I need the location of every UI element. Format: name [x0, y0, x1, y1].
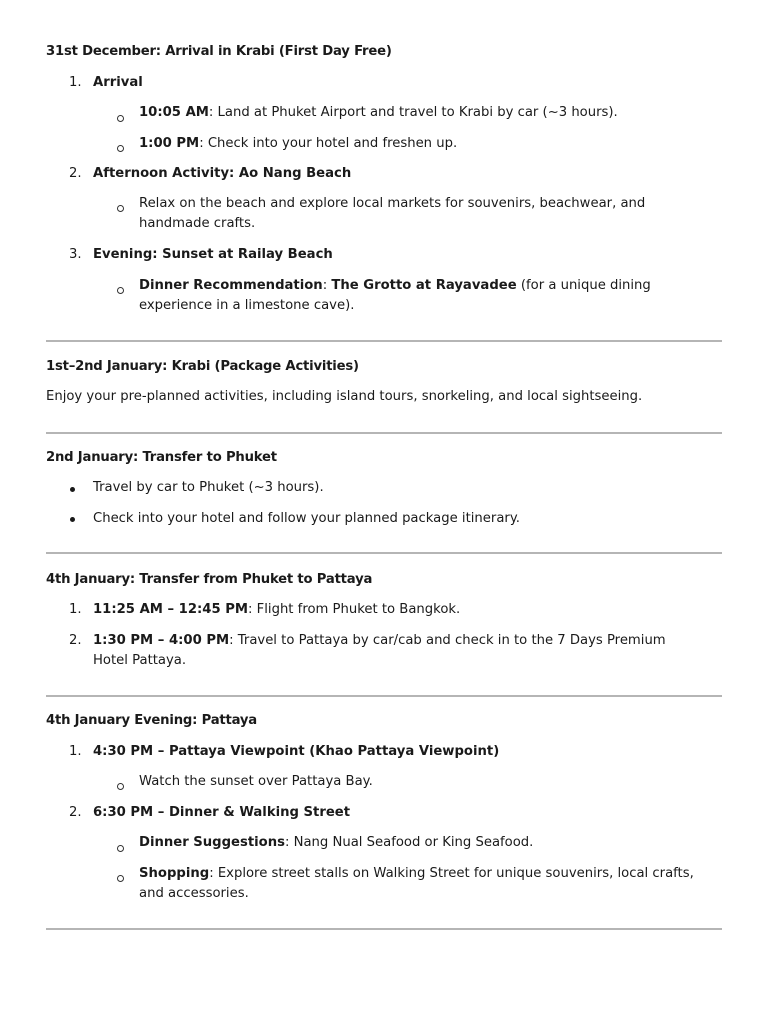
section-title-jan2: 2nd January: Transfer to Phuket — [46, 450, 277, 465]
item-title-afternoon: Afternoon Activity: Ao Nang Beach — [93, 166, 352, 181]
bullet-item-travel: Travel by car to Phuket (~3 hours). — [93, 480, 324, 495]
circle-bullet — [117, 875, 124, 882]
sub-item-shopping: Shopping: Explore street stalls on Walking Street for unique souvenirs, local crafts, and accessories. — [139, 866, 694, 901]
item-title-dinner-walking: 6:30 PM – Dinner & Walking Street — [93, 805, 351, 820]
circle-bullet — [117, 783, 124, 790]
item-title-viewpoint: 4:30 PM – Pattaya Viewpoint (Khao Pattaya Viewpoint) — [93, 744, 500, 759]
circle-bullet — [117, 287, 124, 294]
sub-item-dinner-recommendation: Dinner Recommendation: The Grotto at Rayavadee (for a unique dining experience in a limestone cave). — [139, 278, 651, 313]
section-title-jan4-evening: 4th January Evening: Pattaya — [46, 713, 257, 728]
list-number: 2. — [69, 633, 82, 648]
circle-bullet — [117, 115, 124, 122]
list-number: 2. — [69, 166, 82, 181]
sub-item-dinner-suggestions: Dinner Suggestions: Nang Nual Seafood or King Seafood. — [139, 835, 534, 850]
bullet-item-checkin: Check into your hotel and follow your planned package itinerary. — [93, 511, 520, 526]
divider — [46, 928, 722, 930]
sub-item-checkin: 1:00 PM: Check into your hotel and freshen up. — [139, 136, 458, 151]
divider — [46, 432, 722, 434]
divider — [46, 695, 722, 697]
list-number: 1. — [69, 602, 82, 617]
disc-bullet — [70, 487, 75, 492]
disc-bullet — [70, 517, 75, 522]
list-number: 2. — [69, 805, 82, 820]
divider — [46, 552, 722, 554]
item-title-arrival: Arrival — [93, 75, 143, 90]
sub-item-sunset: Watch the sunset over Pattaya Bay. — [139, 774, 373, 789]
item-title-evening: Evening: Sunset at Railay Beach — [93, 247, 333, 262]
list-number: 1. — [69, 744, 82, 759]
section-title-jan4-transfer: 4th January: Transfer from Phuket to Pattaya — [46, 572, 373, 587]
item-travel-pattaya: 1:30 PM – 4:00 PM: Travel to Pattaya by car/cab and check in to the 7 Days Premium Hotel Pattaya. — [93, 633, 666, 668]
circle-bullet — [117, 845, 124, 852]
circle-bullet — [117, 205, 124, 212]
circle-bullet — [117, 145, 124, 152]
sub-item-landing: 10:05 AM: Land at Phuket Airport and travel to Krabi by car (~3 hours). — [139, 105, 618, 120]
item-flight: 11:25 AM – 12:45 PM: Flight from Phuket to Bangkok. — [93, 602, 461, 617]
section-paragraph: Enjoy your pre-planned activities, including island tours, snorkeling, and local sightseeing. — [46, 389, 643, 404]
section-title-jan1-2: 1st–2nd January: Krabi (Package Activities) — [46, 359, 359, 374]
list-number: 1. — [69, 75, 82, 90]
divider — [46, 340, 722, 342]
section-title-dec31: 31st December: Arrival in Krabi (First Day Free) — [46, 44, 392, 59]
sub-item-relax: Relax on the beach and explore local markets for souvenirs, beachwear, and handmade crafts. — [139, 196, 646, 231]
list-number: 3. — [69, 247, 82, 262]
